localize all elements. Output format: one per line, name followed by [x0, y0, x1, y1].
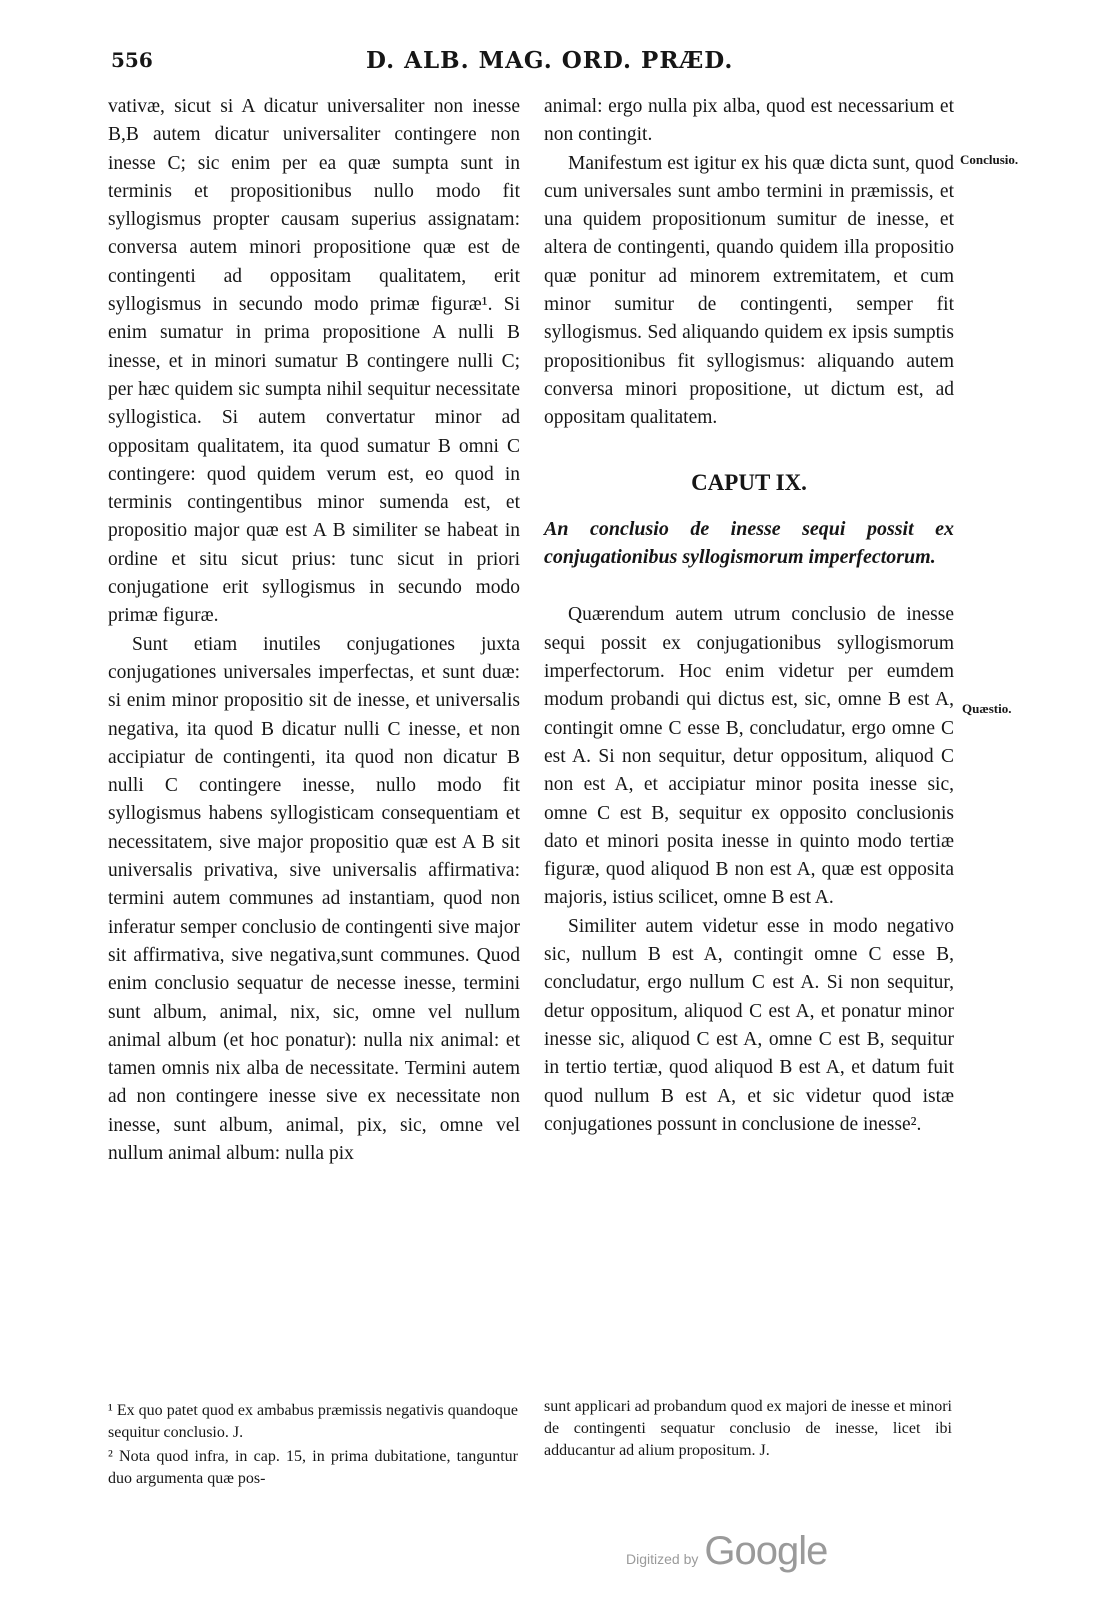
google-logo: Google	[704, 1529, 828, 1573]
footnotes-right	[544, 1396, 952, 1464]
right-paragraph-4: Similiter autem videtur esse in modo negativo sic, nullum B est A, contingit omne C esse B, concludatur, ergo nullum C est A. Si non sequitur, detur oppositum, aliquod C est A, et ponatur minor inesse sic, aliquod C est A, omne C est B, sequitur in tertio tertiæ, quod aliquod B est A, et datum fuit quod nullum B est A, et sic videtur quod istæ conjugationes possunt in conclusione de inesse².	[544, 915, 954, 1135]
right-column	[544, 93, 954, 1139]
left-column	[108, 93, 520, 1168]
watermark-prefix: Digitized by	[626, 1551, 699, 1567]
margin-note-quaestio: Quæstio.	[962, 701, 1012, 716]
right-paragraph-1: animal: ergo nulla pix alba, quod est necessarium et non contingit.	[544, 96, 954, 146]
footnote-1: ¹ Ex quo patet quod ex ambabus præmissis negativis quandoque sequitur conclusio. J.	[108, 1402, 518, 1441]
margin-note-conclusio: Conclusio.	[960, 152, 1019, 167]
footnotes-left	[108, 1400, 518, 1492]
left-paragraph-1: vativæ, sicut si A dicatur universaliter non inesse B,B autem dicatur universaliter contingere non inesse C; sic enim per ea quæ sumpta sunt in terminis et propositionibus nullo modo fit syllogismus propter causam superius assignatam: conversa autem minori propositione quæ est de contingenti ad oppositam qualitatem, erit syllogismus in secundo modo primæ figuræ¹. Si enim sumatur in prima propositione A nulli B inesse, et in minori sumatur B contingere nulli C; per hæc quidem sic sumpta nihil sequitur necessitate syllogistica. Si autem convertatur minor ad oppositam qualitatem, ita quod sumatur B omni C contingere: quod quidem verum est, eo quod in terminis contingentibus minor sumenda est, et propositio major quæ est A B similiter se habeat in ordine et situ sicut prius: tunc sicut in priori conjugatione erit syllogismus in secundo modo primæ figuræ.	[108, 96, 520, 627]
left-paragraph-2: Sunt etiam inutiles conjugationes juxta conjugationes universales imperfectas, et sunt duæ: si enim minor propositio sit de inesse, et universalis negativa, ita quod B dicatur nulli C inesse, et non accipiatur de contingenti, ita quod non dicatur B nulli C contingere inesse, nullo modo fit syllogismus habens syllogisticam consequentiam et necessitatem, sive major propositio quæ est A B sit universalis privativa, sive universalis affirmativa: termini autem communes ad instantiam, quod non inferatur semper conclusio de contingenti sive major sit affirmativa, sive negativa,sunt communes. Quod enim conclusio sequatur de necesse inesse, termini sunt album, animal, nix, sic, omne vel nullum animal album (et hoc ponatur): nulla nix animal: et tamen omnis nix alba de necessitate. Termini autem ad non contingere inesse sive ex necessitate non inesse, sunt album, animal, pix, sic, omne vel nullum animal album: nulla pix	[108, 633, 520, 1164]
page-number: 556	[111, 48, 153, 72]
chapter-heading: CAPUT IX.	[691, 469, 807, 495]
digitized-watermark	[626, 1529, 827, 1574]
running-head: D. ALB. MAG. ORD. PRÆD.	[366, 47, 734, 74]
right-paragraph-3: Quærendum autem utrum conclusio de inesse sequi possit ex conjugationibus syllogismorum imperfectorum. Hoc enim videtur per eumdem modum probandi qui dictus est, sic, omne B est A, contingit omne C esse B, concludatur, ergo omne C est A. Si non sequitur, detur oppositum, aliquod C non est A, et accipiatur minor posita inesse sic, omne C est B, sequitur ex opposito conclusionis dato et minori posita inesse in quinto modo tertiæ figuræ, quod aliquod B non est A, quæ est opposita majoris, istius scilicet, omne B est A.	[544, 604, 954, 909]
chapter-subtitle: An conclusio de inesse sequi possit ex conjugationibus syllogismorum imperfectorum.	[544, 517, 954, 569]
footnote-2-continued: sunt applicari ad probandum quod ex majori de inesse et minori de contingenti sequatur conclusio de inesse, licet ibi adducantur ad alium propositum. J.	[544, 1398, 952, 1459]
right-paragraph-2: Manifestum est igitur ex his quæ dicta sunt, quod cum universales sunt ambo termini in præmissis, et una quidem propositionum sumitur de inesse, et altera de contingenti, quando quidem illa propositio quæ ponitur ad minorem extremitatem, et cum minor sumitur de contingenti, semper fit syllogismus. Sed aliquando quidem ex ipsis sumptis propositionibus fit syllogismus: aliquando autem conversa minori propositione, ut dictum est, ad oppositam qualitatem.	[544, 152, 954, 429]
footnote-2: ² Nota quod infra, in cap. 15, in prima dubitatione, tanguntur duo argumenta quæ pos-	[108, 1448, 518, 1487]
